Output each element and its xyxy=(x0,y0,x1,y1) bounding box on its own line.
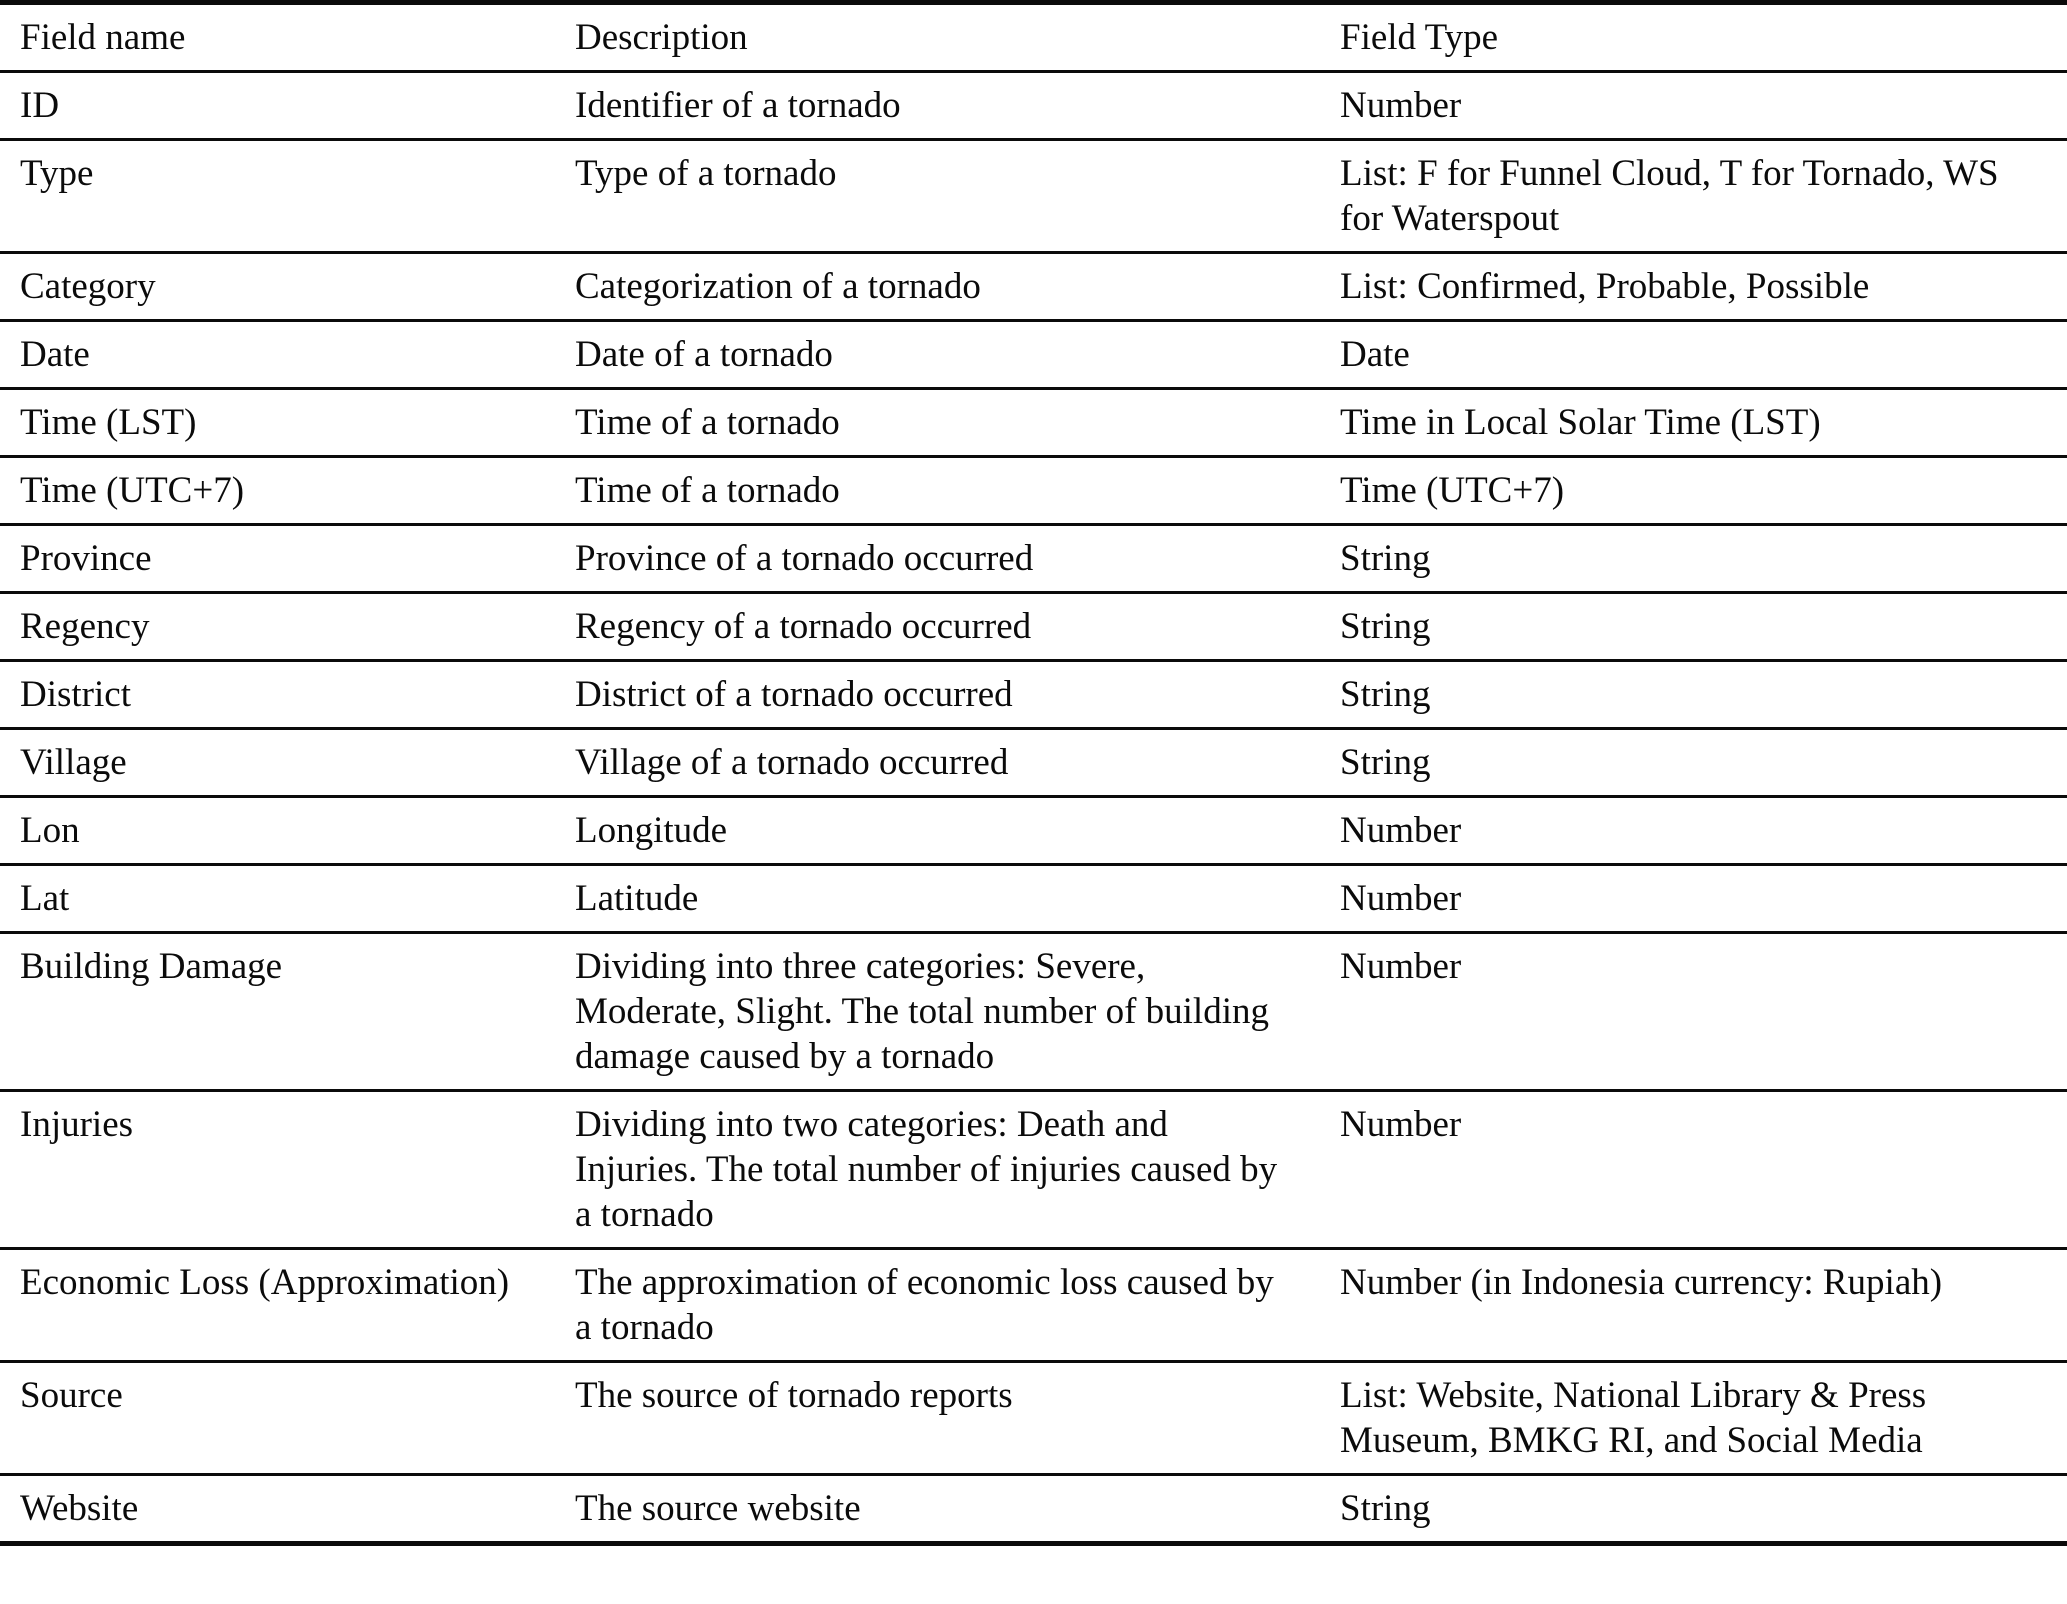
field-type-cell: Number xyxy=(1340,1104,1462,1145)
field-type-cell: Number xyxy=(1340,810,1462,851)
field-type-cell: String xyxy=(1340,606,1431,647)
description-cell: Time of a tornado xyxy=(575,470,840,511)
table-row xyxy=(0,1476,2067,1541)
description-cell: Type of a tornado xyxy=(575,153,837,194)
description-cell: Categorization of a tornado xyxy=(575,266,981,307)
table-row xyxy=(0,141,2067,254)
field-type-cell: Date xyxy=(1340,334,1410,375)
field-type-cell: Time in Local Solar Time (LST) xyxy=(1340,402,1821,443)
field-name-cell: Economic Loss (Approximation) xyxy=(20,1262,510,1303)
description-cell: Village of a tornado occurred xyxy=(575,742,1009,783)
table-row xyxy=(0,798,2067,866)
description-cell: Dividing into three categories: Severe, Moderate, Slight. The total number of building damage caused by a tornado xyxy=(575,946,1269,1077)
field-name-cell: Lat xyxy=(20,878,70,919)
description-cell: Time of a tornado xyxy=(575,402,840,443)
table-row xyxy=(0,662,2067,730)
table-header-row xyxy=(0,5,2067,73)
description-cell: Longitude xyxy=(575,810,728,851)
field-type-cell: List: Website, National Library & Press Museum, BMKG RI, and Social Media xyxy=(1340,1375,1927,1461)
table-body xyxy=(0,73,2067,1541)
field-name-cell: Date xyxy=(20,334,90,375)
column-header-description: Description xyxy=(575,17,748,58)
field-name-cell: Injuries xyxy=(20,1104,134,1145)
field-name-cell: Lon xyxy=(20,810,80,851)
description-cell: The approximation of economic loss caused by a tornado xyxy=(575,1262,1274,1348)
field-type-cell: Number (in Indonesia currency: Rupiah) xyxy=(1340,1262,1943,1303)
table-row xyxy=(0,866,2067,934)
field-type-cell: List: F for Funnel Cloud, T for Tornado, WS for Waterspout xyxy=(1340,153,1999,239)
field-name-cell: Time (UTC+7) xyxy=(20,470,245,511)
table-row xyxy=(0,1250,2067,1363)
field-type-cell: Number xyxy=(1340,946,1462,987)
field-name-cell: Source xyxy=(20,1375,123,1416)
field-type-cell: Number xyxy=(1340,878,1462,919)
column-header-field-name: Field name xyxy=(20,17,186,58)
field-type-cell: Number xyxy=(1340,85,1462,126)
table-row xyxy=(0,1363,2067,1476)
description-cell: Regency of a tornado occurred xyxy=(575,606,1032,647)
table-row xyxy=(0,322,2067,390)
field-type-cell: String xyxy=(1340,1488,1431,1529)
description-cell: Dividing into two categories: Death and Injuries. The total number of injuries caused by a tornado xyxy=(575,1104,1278,1235)
description-cell: District of a tornado occurred xyxy=(575,674,1013,715)
table-row xyxy=(0,934,2067,1092)
table-row xyxy=(0,390,2067,458)
description-cell: Date of a tornado xyxy=(575,334,833,375)
field-name-cell: Website xyxy=(20,1488,139,1529)
field-name-cell: District xyxy=(20,674,131,715)
table-row xyxy=(0,594,2067,662)
field-name-cell: Category xyxy=(20,266,156,307)
description-cell: Province of a tornado occurred xyxy=(575,538,1034,579)
field-type-cell: String xyxy=(1340,538,1431,579)
description-cell: Identifier of a tornado xyxy=(575,85,901,126)
field-type-cell: String xyxy=(1340,674,1431,715)
field-name-cell: Building Damage xyxy=(20,946,283,987)
table-row xyxy=(0,1092,2067,1250)
column-header-field-type: Field Type xyxy=(1340,17,1499,58)
field-type-cell: Time (UTC+7) xyxy=(1340,470,1565,511)
description-cell: The source website xyxy=(575,1488,861,1529)
table-row xyxy=(0,458,2067,526)
table-row xyxy=(0,254,2067,322)
table-row xyxy=(0,526,2067,594)
description-cell: Latitude xyxy=(575,878,699,919)
field-name-cell: ID xyxy=(20,85,60,126)
field-name-cell: Time (LST) xyxy=(20,402,197,443)
description-cell: The source of tornado reports xyxy=(575,1375,1013,1416)
table-row xyxy=(0,730,2067,798)
field-name-cell: Village xyxy=(20,742,127,783)
field-type-cell: List: Confirmed, Probable, Possible xyxy=(1340,266,1870,307)
field-type-cell: String xyxy=(1340,742,1431,783)
field-name-cell: Regency xyxy=(20,606,150,647)
table-row xyxy=(0,73,2067,141)
field-name-cell: Type xyxy=(20,153,94,194)
field-name-cell: Province xyxy=(20,538,152,579)
